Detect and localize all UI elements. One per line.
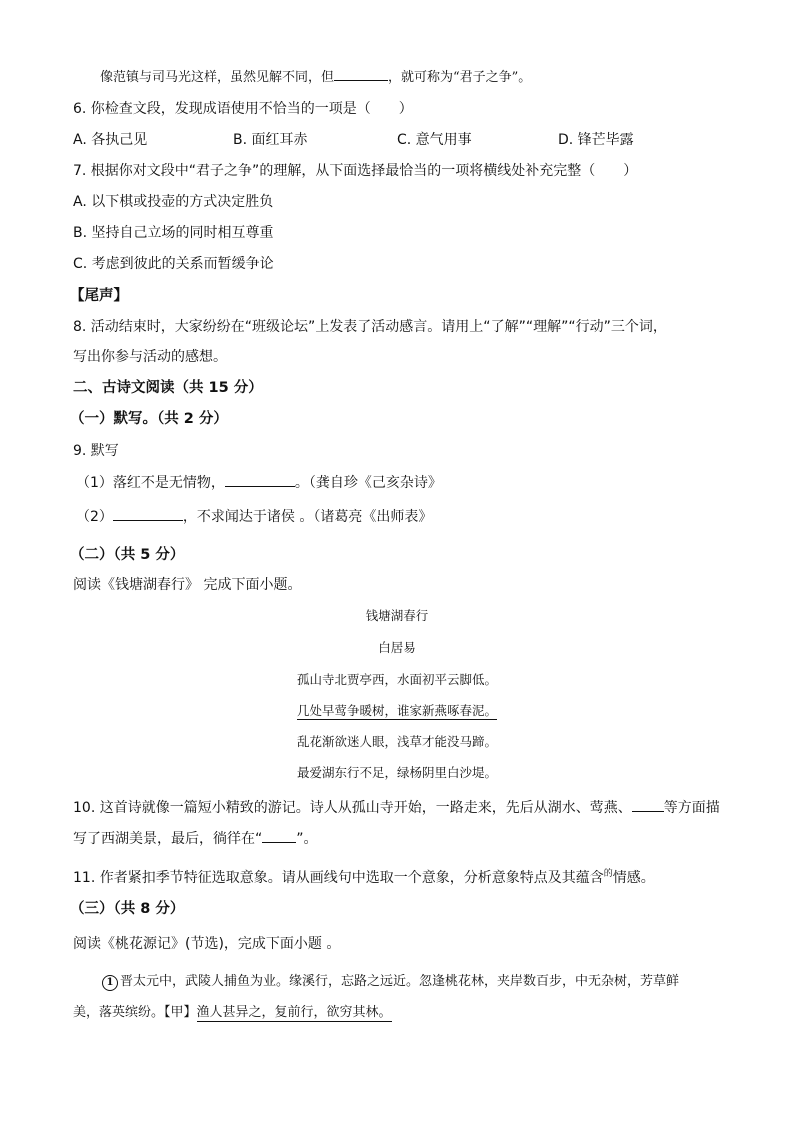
poem-line-2-underlined: 几处早莺争暖树，谁家新燕啄春泥。 (296, 703, 497, 718)
question-10-line2: 写了西湖美景，最后，徜徉在“ ”。 (73, 828, 318, 849)
question-10-line1: 10. 这首诗就像一篇短小精致的游记。诗人从孤山寺开始，一路走来，先后从湖水、莺燕、 等方面描 (73, 797, 720, 818)
q7-option-b[interactable]: B. 坚持自己立场的同时相互尊重 (73, 225, 274, 241)
part2-heading: 二、古诗文阅读（共 15 分） (73, 380, 263, 396)
q6-option-c[interactable]: C. 意气用事 (397, 132, 472, 148)
q9-item-2: （2） ，不求闻达于诸侯 。（诸葛亮《出师表》 (76, 506, 432, 527)
q6-option-b[interactable]: B. 面红耳赤 (233, 132, 308, 148)
poem-author: 白居易 (378, 640, 416, 655)
q10-blank-2[interactable] (262, 828, 296, 843)
sub2-heading: （二）（共 5 分） (70, 547, 185, 563)
q6-option-a[interactable]: A. 各执己见 (73, 132, 148, 148)
question-8-line2: 写出你参与活动的感想。 (73, 349, 227, 365)
q10-blank-1[interactable] (632, 797, 664, 812)
prose-line-2: 美，落英缤纷。【甲】渔人甚异之，复前行，欲穷其林。 (73, 1005, 392, 1020)
read-poem-prompt: 阅读《钱塘湖春行》 完成下面小题。 (73, 577, 302, 593)
sub3-heading: （三）（共 8 分） (70, 901, 185, 917)
poem-title: 钱塘湖春行 (365, 608, 429, 623)
answer-blank[interactable] (334, 66, 388, 81)
poem-line-4: 最爱湖东行不足，绿杨阴里白沙堤。 (296, 765, 497, 780)
question-6-stem: 6. 你检查文段，发现成语使用不恰当的一项是（ ） (73, 101, 413, 117)
q9-blank-2[interactable] (113, 506, 183, 521)
sub1-heading: （一）默写。（共 2 分） (70, 411, 228, 427)
poem-line-1: 孤山寺北贾亭西，水面初平云脚低。 (296, 672, 497, 687)
question-7-stem: 7. 根据你对文段中“君子之争”的理解，从下面选择最恰当的一项将横线处补充完整（ ） (73, 163, 638, 179)
paragraph-marker: 1 (102, 975, 118, 991)
prose-line-1: 1 晋太元中，武陵人捕鱼为业。缘溪行，忘路之远近。忽逢桃花林，夹岸数百步，中无杂树，芳草鲜 (102, 972, 679, 992)
poem-line-3: 乱花渐欲迷人眼，浅草才能没马蹄。 (296, 734, 497, 749)
q6-option-d[interactable]: D. 锋芒毕露 (558, 132, 634, 148)
tail-heading: 【尾声】 (70, 288, 128, 304)
q9-item-1: （1）落红不是无情物， 。（龚自珍《己亥杂诗》 (76, 472, 442, 493)
read-prose-prompt: 阅读《桃花源记》(节选)，完成下面小题 。 (73, 936, 341, 952)
q9-blank-1[interactable] (225, 472, 295, 487)
question-8-line1: 8. 活动结束时，大家纷纷在“班级论坛”上发表了活动感言。请用上“了解”“理解”“行动”三个词， (73, 319, 667, 335)
q7-option-a[interactable]: A. 以下棋或投壶的方式决定胜负 (73, 194, 274, 210)
question-11: 11. 作者紧扣季节特征选取意象。请从画线句中选取一个意象，分析意象特点及其蕴含$^的$情感。 (73, 869, 655, 886)
question-9-stem: 9. 默写 (73, 443, 119, 459)
intro-quote: 像范镇与司马光这样，虽然见解不同，但 ，就可称为“君子之争”。 (100, 66, 531, 88)
q7-option-c[interactable]: C. 考虑到彼此的关系而暂缓争论 (73, 256, 274, 272)
